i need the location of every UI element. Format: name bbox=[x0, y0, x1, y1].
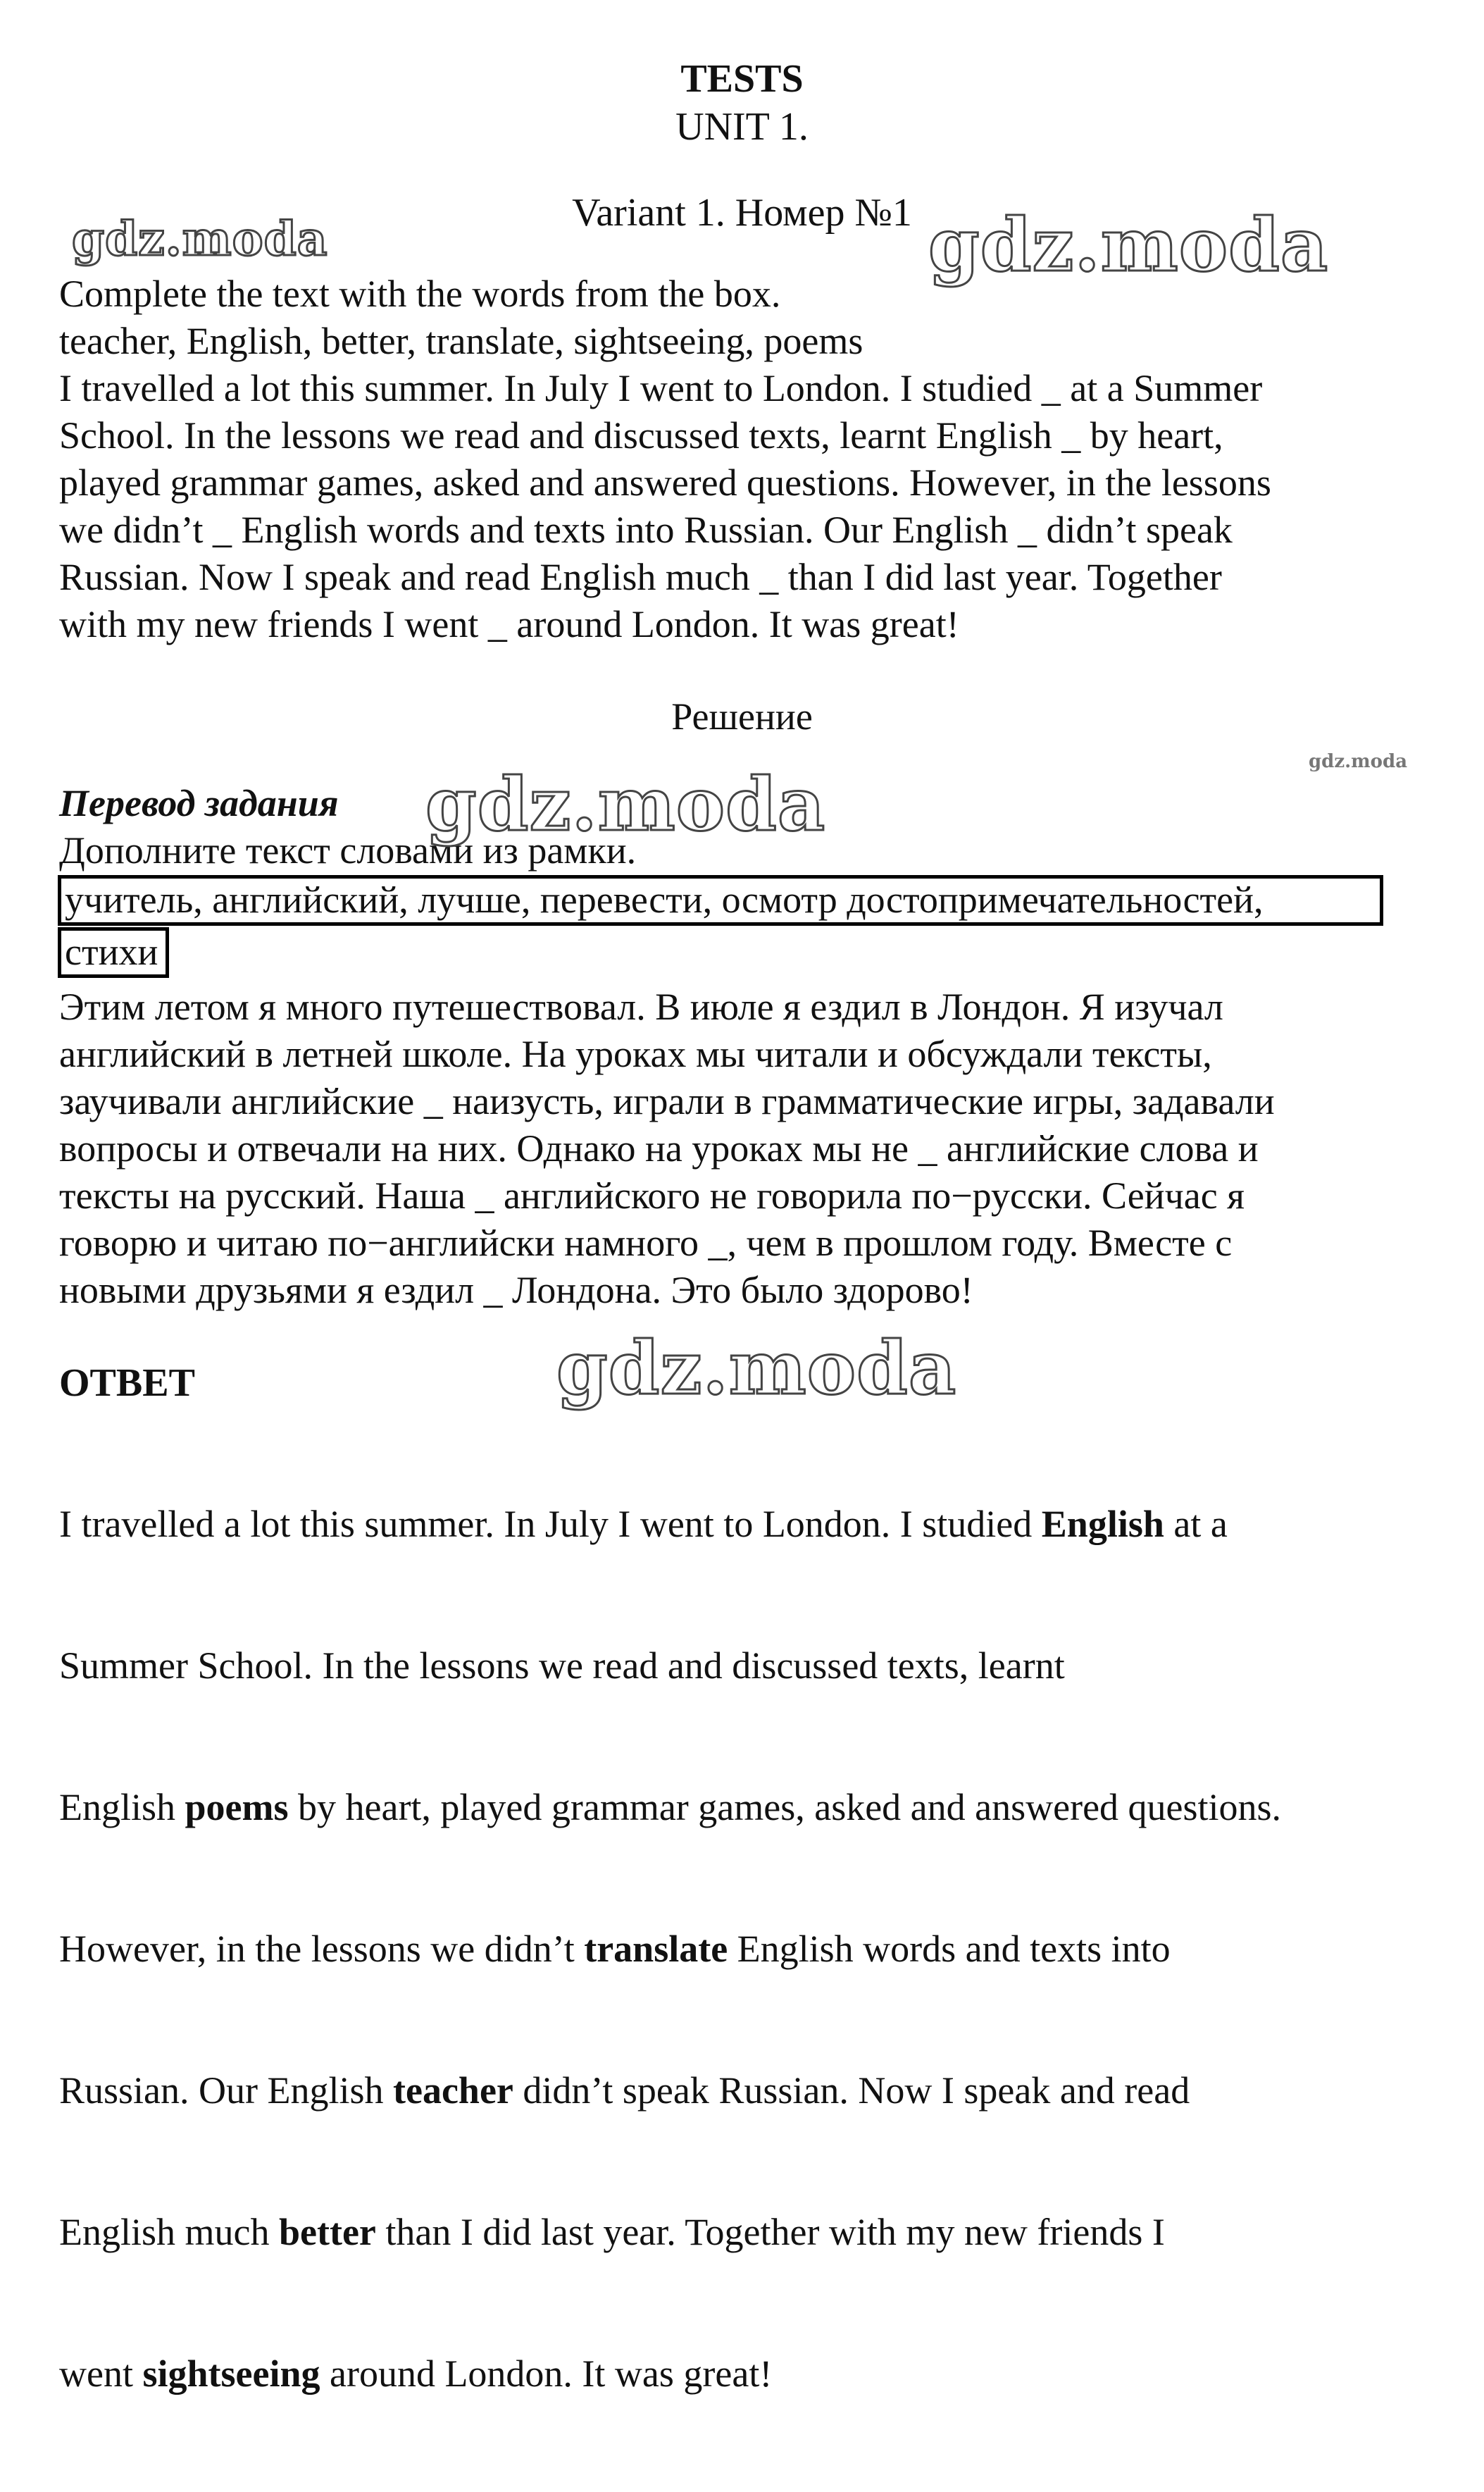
answer-line: English poems by heart, played grammar games, asked and answered questions. bbox=[59, 1786, 1282, 1828]
translation-heading: Перевод задания bbox=[59, 782, 339, 824]
answer-line: However, in the lessons we didn’t translate English words and texts into bbox=[59, 1928, 1171, 1970]
answer-heading: ОТВЕТ bbox=[59, 1361, 195, 1405]
translation-instruction: Дополните текст словами из рамки. bbox=[59, 829, 637, 872]
task-text: I travelled a lot this summer. In July I went to London. I studied _ at a Summer School. In the lessons we read and discussed texts, learnt English _ by heart, played grammar games, asked and answered questions. However, in the lessons we didn’t _ English words and texts into Russian. Our English _ didn’t speak Russian. Now I speak and read English much _ than I did last year. Together with my new friends I went _ around London. It was great! bbox=[59, 367, 1271, 645]
page-title: TESTS bbox=[680, 57, 804, 101]
watermark-logo: gdz.moda bbox=[425, 761, 826, 848]
task-instruction: Complete the text with the words from the box. bbox=[59, 273, 781, 315]
watermark-logo: gdz.moda bbox=[1309, 751, 1408, 772]
answer-text bbox=[59, 1406, 1440, 2492]
translation-text: Этим летом я много путешествовал. В июле я ездил в Лондон. Я изучал английский в летней школе. На уроках мы читали и обсуждали тексты, заучивали английские _ наизусть, играли в грамматические игры, задавали вопросы и отвечали на них. Однако на уроках мы не _ английские слова и тексты на русский. Наша _ английского не говорила по−русски. Сейчас я говорю и читаю по−английски намного _, чем в прошлом году. Вместе с новыми друзьями я ездил _ Лондона. Это было здорово! bbox=[59, 986, 1275, 1311]
watermark-logo: gdz.moda bbox=[556, 1325, 957, 1411]
answer-line: Summer School. In the lessons we read and discussed texts, learnt bbox=[59, 1644, 1065, 1687]
answer-line: Russian. Our English teacher didn’t speak Russian. Now I speak and read bbox=[59, 2069, 1190, 2112]
answer-line: English much better than I did last year. Together with my new friends I bbox=[59, 2211, 1165, 2253]
unit-heading: UNIT 1. bbox=[675, 105, 809, 149]
answer-line: I travelled a lot this summer. In July I went to London. I studied English at a bbox=[59, 1503, 1228, 1545]
task-word-box: teacher, English, better, translate, sightseeing, poems bbox=[59, 320, 863, 362]
watermark-logo: gdz.moda bbox=[928, 202, 1329, 288]
watermark-logo: gdz.moda bbox=[72, 211, 328, 266]
solution-heading: Решение bbox=[671, 695, 813, 738]
word-box-line1: учитель, английский, лучше, перевести, осмотр достопримечательностей, bbox=[65, 879, 1264, 921]
word-box-line2: стихи bbox=[65, 931, 158, 973]
answer-line: went sightseeing around London. It was great! bbox=[59, 2352, 773, 2395]
variant-heading: Variant 1. Номер №1 bbox=[572, 191, 912, 235]
